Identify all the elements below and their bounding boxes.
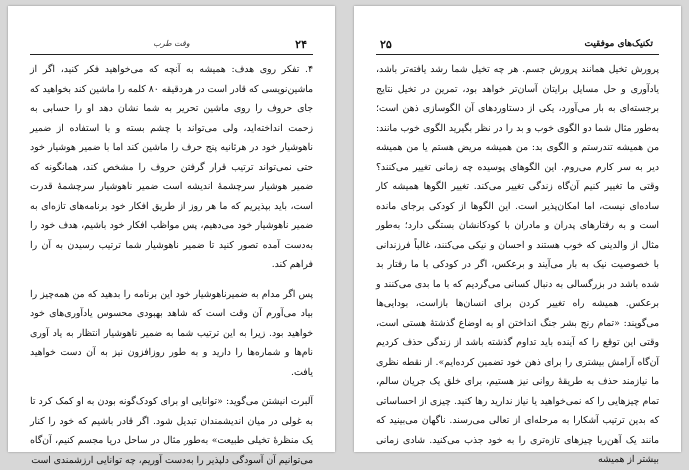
left-page-body bbox=[30, 60, 313, 466]
left-page-header bbox=[30, 36, 313, 55]
right-paragraph-1: پرورش تخیل همانند پرورش جسم. هر چه تخیل شما رشد یافته‌تر باشد، یادآوری و حل مسایل برایتان آسان‌تر خواهد بود، تمرین در تخیل نتایج برجسته‌ای به بار می‌آورد، یکی از دستاوردهای آن الگوسازی ذهن است؛ به‌طور مثال شما دو الگوی خوب و بد را در نظر بگیرید الگوی خوب مانند: من همیشه تندرستم و الگوی بد: من همیشه مریض هستم یا من همیشه دیر به سر کارم می‌روم. این الگوهای پوسیده چه زمانی تغییر می‌کنند؟ وقتی ما تغییر کنیم آن‌گاه زندگی تغییر می‌کند. تغییر الگوها همیشه کار ساده‌ای نیست، اما امکان‌پذیر است. این الگوها از کودکی برجای مانده است و به رفتارهای پدران و مادران با کودکانشان بستگی دارد؛ به‌طور مثال از والدینی که خوب هستند و احسان و نیکی می‌کنند، غالباً فرزندانی با خصوصیت نیک به بار می‌آیند و برعکس، اگر در کودکی با ما رفتار بد شده باشد در بزرگسالی به دنبال کسانی می‌گردیم که با ما بدی می‌کنند و برعکس. همیشه راه تغییر کردن برای انسان‌ها بازاست، بودایی‌ها می‌گویند: «تمام رنج بشر جنگ انداختن او به اوضاع گذشتهٔ هستی است، وقتی این توقع را که آینده باید تداوم گذشته باشد از زندگی حذف کردیم آن‌گاه آرامش بیشتری را برای ذهن خود تضمین کرده‌ایم». از نقطه نظری ما نیازمند حذف به طریقهٔ روانی نیز هستیم، برای خلق یک جریان سالم، تمام چیزهایی را که نمی‌خواهید یا نیاز ندارید رها کنید. چیزی از احساساتی که بدین ترتیب آشکارا به مرحله‌ای از تعالی می‌رسند. ناگهان می‌بینید که مانند یک آهن‌ربا چیزهای تازه‌تری را به خود جذب می‌کنید. شادی زمانی بیشتر از همیشه bbox=[376, 64, 659, 465]
left-page bbox=[8, 6, 335, 466]
right-page bbox=[354, 6, 681, 465]
right-running-title: تکنیک‌های موفقیت bbox=[584, 39, 653, 49]
left-paragraph-1: ۴. تفکر روی هدف: همیشه به آنچه که می‌خواهید فکر کنید، اگر از ماشین‌نویسی که قادر است در هردقیقه ۸۰ کلمه را ماشین کند بخواهید که جای حروف را روی ماشین تحریر به شما نشان دهد او را حسابی به زحمت انداخته‌اید، ولی می‌تواند با چشم بسته و با استفاده از ضمیر ناهوشیار خود در هرثانیه پنج حرف را ماشین کند اما با ضمیر هوشیار خود حتی نمی‌تواند ترتیب قرار گرفتن حروف را مشخص کند، همانگونه که ضمیر هوشیار سرچشمهٔ اندیشه است ضمیر ناهوشیار سرچشمهٔ قدرت است، باید بپذیریم که ما هر روز از طریق افکار خود برنامه‌های تازه‌ای به ضمیر ناهوشیار خود می‌دهیم، پس مواظب افکار خود باشیم، هدف خود را به‌دست آمده تصور کنید تا ضمیر ناهوشیار شما ترتیب رسیدن به آن را فراهم کند. bbox=[30, 64, 313, 270]
left-paragraph-3: آلبرت انیشتن می‌گوید: «توانایی او برای کودک‌گونه بودن به او کمک کرد تا به غولی در میان اندیشمندان تبدیل شود. اگر قادر باشیم که خود را کنار یک منظرهٔ تخیلی طبیعت» به‌طور مثال در ساحل دریا مجسم کنیم، آن‌گاه می‌توانیم آن آسودگی دلپذیر را به‌دست آوریم، چه توانایی ارزشمندی است bbox=[30, 396, 313, 466]
left-paragraph-2: پس اگر مدام به ضمیرناهوشیار خود این برنامه را بدهید که من همه‌چیز را بیاد می‌آورم آن وقت است که شاهد بهبودی محسوس یادآوری‌های خود خواهید بود. زیرا به این ترتیب شما به ضمیر ناهوشیار انتظار به یاد آوری نام‌ها و شماره‌ها را دارید و به طور روزافزون نیز به آن دست خواهید یافت. bbox=[30, 288, 313, 378]
right-page-number: ۲۵ bbox=[380, 38, 392, 51]
left-page-number: ۲۴ bbox=[295, 38, 307, 51]
left-running-title: وقت طرب bbox=[153, 39, 190, 48]
right-page-header bbox=[376, 36, 659, 55]
right-page-body bbox=[376, 60, 659, 465]
